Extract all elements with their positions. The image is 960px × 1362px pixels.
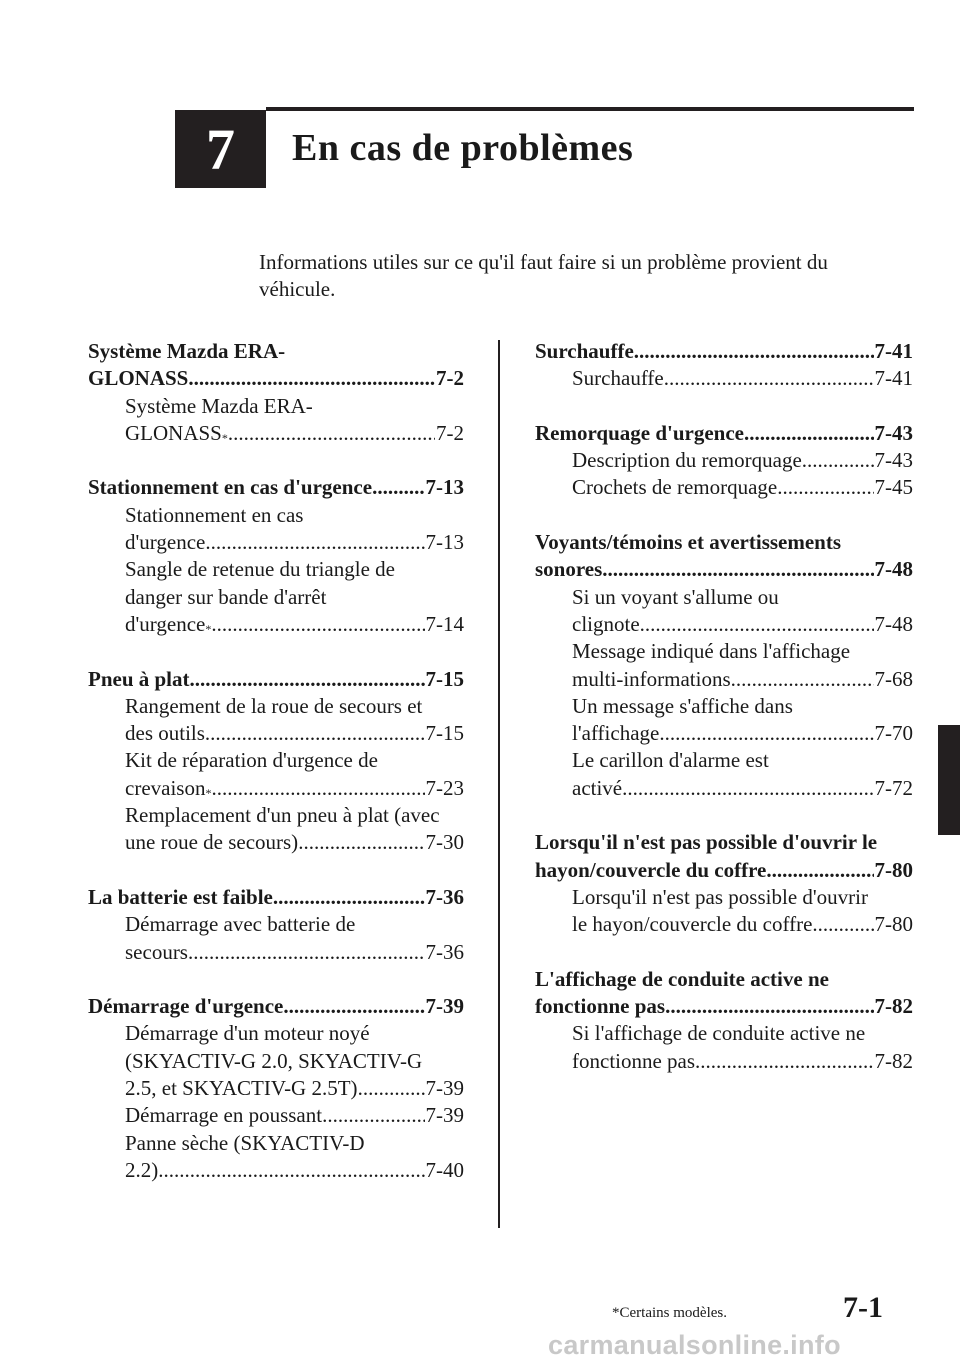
toc-label: activé — [572, 775, 623, 800]
toc-label: Crochets de remorquage — [572, 475, 778, 500]
toc-page-ref: 7-72 — [874, 775, 913, 800]
toc-entry-last-line[interactable]: GLONASS * ..... 7-2 — [88, 420, 464, 447]
watermark: carmanualsonline.info — [548, 1330, 841, 1360]
toc-page-ref: 7-39 — [425, 1103, 464, 1128]
toc-label: sonores — [535, 557, 603, 582]
toc-page-ref: 7-70 — [874, 721, 913, 746]
toc-entry-line[interactable]: Si un voyant s'allume ou — [572, 584, 779, 609]
dot-leader — [211, 775, 424, 802]
toc-entry-line[interactable]: Message indiqué dans l'affichage — [572, 639, 851, 664]
toc-section — [535, 420, 913, 502]
toc-entry-line[interactable]: Stationnement en cas — [125, 502, 304, 527]
toc-heading-last-line[interactable] — [88, 474, 464, 501]
toc-entry-last-line[interactable] — [88, 829, 464, 856]
dot-leader — [188, 365, 435, 392]
toc-label: crevaison — [125, 775, 206, 800]
toc-entry-last-line[interactable] — [535, 474, 913, 501]
toc-heading-last-line[interactable] — [535, 993, 913, 1020]
toc-section — [88, 884, 464, 966]
toc-entry-line[interactable]: danger sur bande d'arrêt — [125, 584, 327, 609]
toc-label: Description du remorquage — [572, 448, 802, 473]
dot-leader — [766, 857, 873, 884]
toc-entry-last-line[interactable] — [535, 1048, 913, 1075]
toc-page-ref: 7-13 — [425, 475, 464, 500]
toc-section — [535, 966, 913, 1075]
toc-heading-line[interactable]: Système Mazda ERA- — [88, 339, 286, 363]
toc-entry-line[interactable]: Kit de réparation d'urgence de — [125, 748, 378, 773]
toc-entry-last-line[interactable] — [535, 365, 913, 392]
toc-page-ref: 7-39 — [425, 1076, 464, 1101]
toc-page-ref: 7-15 — [425, 721, 464, 746]
toc-label: d'urgence — [125, 530, 206, 555]
page-number: 7-1 — [843, 1291, 883, 1324]
toc-label: Surchauffe — [535, 339, 634, 363]
toc-label: multi-informations — [572, 666, 731, 691]
toc-entry-last-line[interactable] — [88, 1157, 464, 1184]
toc-column-left — [88, 338, 464, 1212]
toc-label: 2.2) — [125, 1157, 159, 1182]
toc-page-ref: 7-39 — [425, 994, 464, 1019]
toc-entry-line[interactable]: Si l'affichage de conduite active ne — [572, 1021, 866, 1046]
toc-heading-last-line[interactable] — [535, 338, 913, 365]
toc-page-ref: 7-48 — [874, 557, 913, 582]
toc-label: Démarrage en poussant — [125, 1103, 323, 1128]
dot-leader — [665, 993, 873, 1020]
toc-page-ref: 7-2 — [436, 420, 464, 445]
toc-page-ref: 7-30 — [425, 830, 464, 855]
dot-leader — [731, 666, 874, 693]
chapter-intro: Informations utiles sur ce qu'il faut faire si un problème provient du véhicule. — [259, 250, 828, 301]
toc-label: GLONASS — [125, 420, 222, 445]
toc-section — [535, 829, 913, 938]
toc-heading-last-line[interactable] — [88, 666, 464, 693]
toc-heading-last-line[interactable] — [88, 365, 464, 392]
dot-leader — [211, 611, 424, 638]
dot-leader — [802, 447, 874, 474]
toc-heading-line[interactable]: Voyants/témoins et avertissements — [535, 530, 842, 555]
dot-leader — [634, 338, 874, 365]
toc-entry-last-line[interactable] — [535, 720, 913, 747]
toc-entry-line[interactable]: Lorsqu'il n'est pas possible d'ouvrir — [572, 884, 868, 909]
toc-column-right — [535, 338, 913, 1102]
toc-entry-line[interactable]: Un message s'affiche dans — [572, 693, 793, 718]
dot-leader — [188, 939, 425, 966]
toc-heading-last-line[interactable] — [535, 857, 913, 884]
toc-entry-line[interactable]: Rangement de la roue de secours et — [125, 693, 423, 718]
toc-page-ref: 7-80 — [874, 857, 913, 882]
dot-leader — [273, 884, 425, 911]
toc-label: fonctionne pas — [572, 1048, 696, 1073]
dot-leader — [744, 420, 873, 447]
toc-entry-line[interactable]: Système Mazda ERA- — [125, 393, 313, 418]
toc-label: d'urgence — [125, 611, 206, 636]
toc-label: l'affichage — [572, 721, 660, 746]
toc-page-ref: 7-2 — [436, 366, 464, 391]
dot-leader — [205, 529, 424, 556]
toc-label: le hayon/couvercle du coffre — [572, 912, 813, 937]
toc-page-ref: 7-40 — [425, 1157, 464, 1182]
toc-label: 2.5, et SKYACTIV-G 2.5T) — [125, 1076, 358, 1101]
toc-entry-last-line[interactable] — [535, 666, 913, 693]
toc-entry-line[interactable]: Le carillon d'alarme est — [572, 748, 769, 773]
toc-entry-last-line[interactable] — [535, 447, 913, 474]
dot-leader — [372, 474, 424, 501]
toc-entry-last-line[interactable]: crevaison * ..... 7-23 — [88, 775, 464, 802]
toc-page-ref: 7-36 — [425, 884, 464, 909]
toc-page-ref: 7-45 — [874, 475, 913, 500]
dot-leader — [205, 720, 425, 747]
toc-label: une roue de secours) — [125, 830, 299, 855]
toc-page-ref: 7-43 — [874, 420, 913, 445]
toc-section — [88, 993, 464, 1184]
toc-label: La batterie est faible — [88, 884, 273, 909]
toc-entry-line[interactable]: Sangle de retenue du triangle de — [125, 557, 395, 582]
toc-entry-last-line[interactable] — [535, 911, 913, 938]
toc-label: fonctionne pas — [535, 994, 666, 1019]
dot-leader — [777, 474, 873, 501]
toc-page-ref: 7-82 — [874, 994, 913, 1019]
toc-page-ref: 7-15 — [425, 666, 464, 691]
toc-section — [88, 666, 464, 857]
dot-leader — [190, 666, 425, 693]
toc-label: secours — [125, 939, 188, 964]
dot-leader — [664, 365, 874, 392]
toc-heading-last-line[interactable] — [88, 884, 464, 911]
toc-label: Surchauffe — [572, 366, 664, 391]
toc-entry-line[interactable]: Démarrage avec batterie de — [125, 912, 356, 937]
footnote: *Certains modèles. — [612, 1305, 727, 1321]
dot-leader — [358, 1075, 425, 1102]
toc-label: des outils — [125, 721, 205, 746]
toc-page-ref: 7-13 — [425, 530, 464, 555]
dot-leader — [298, 829, 424, 856]
toc-label: Pneu à plat — [88, 666, 190, 691]
dot-leader — [659, 720, 873, 747]
toc-section — [88, 474, 464, 638]
toc-entry-last-line[interactable]: d'urgence * ..... 7-14 — [88, 611, 464, 638]
toc-label: GLONASS — [88, 366, 189, 391]
chapter-number: 7 — [206, 116, 235, 182]
toc-heading-last-line[interactable] — [535, 556, 913, 583]
toc-section — [535, 529, 913, 802]
toc-entry-last-line[interactable] — [535, 775, 913, 802]
dot-leader — [283, 993, 424, 1020]
dot-leader — [622, 775, 873, 802]
header-rule — [266, 107, 914, 111]
chapter-number-box — [175, 110, 266, 188]
toc-page-ref: 7-68 — [874, 666, 913, 691]
dot-leader — [158, 1157, 424, 1184]
dot-leader — [695, 1048, 873, 1075]
dot-leader — [640, 611, 874, 638]
dot-leader — [228, 420, 435, 447]
toc-label: Stationnement en cas d'urgence — [88, 475, 373, 500]
toc-label: Remorquage d'urgence — [535, 420, 745, 445]
chapter-side-tab — [938, 725, 960, 835]
toc-entry-last-line[interactable] — [88, 1102, 464, 1129]
toc-entry-line[interactable]: Panne sèche (SKYACTIV-D — [125, 1130, 365, 1155]
toc-entry-line[interactable]: Démarrage d'un moteur noyé — [125, 1021, 370, 1046]
toc-page-ref: 7-82 — [874, 1048, 913, 1073]
toc-section — [535, 338, 913, 393]
dot-leader — [602, 556, 873, 583]
toc-section — [88, 338, 464, 447]
column-divider — [498, 340, 500, 1228]
toc-page-ref: 7-41 — [874, 366, 913, 391]
toc-entry-line[interactable]: Remplacement d'un pneu à plat (avec — [125, 803, 440, 828]
toc-label: Démarrage d'urgence — [88, 994, 284, 1019]
toc-page-ref: 7-23 — [425, 775, 464, 800]
toc-entry-last-line[interactable] — [535, 611, 913, 638]
toc-label: clignote — [572, 611, 640, 636]
toc-entry-last-line[interactable] — [88, 529, 464, 556]
chapter-title: En cas de problèmes — [292, 127, 634, 169]
toc-page-ref: 7-41 — [874, 339, 913, 363]
toc-entry-last-line[interactable] — [88, 720, 464, 747]
toc-page-ref: 7-14 — [425, 611, 464, 636]
toc-heading-last-line[interactable] — [88, 993, 464, 1020]
toc-page-ref: 7-43 — [874, 448, 913, 473]
toc-label: hayon/couvercle du coffre — [535, 857, 767, 882]
toc-page-ref: 7-36 — [425, 939, 464, 964]
toc-entry-line[interactable]: (SKYACTIV-G 2.0, SKYACTIV-G — [125, 1048, 423, 1073]
toc-heading-line[interactable]: Lorsqu'il n'est pas possible d'ouvrir le — [535, 830, 878, 855]
dot-leader — [812, 911, 873, 938]
toc-entry-last-line[interactable] — [88, 939, 464, 966]
toc-entry-last-line[interactable] — [88, 1075, 464, 1102]
toc-page-ref: 7-80 — [874, 912, 913, 937]
dot-leader — [322, 1102, 424, 1129]
toc-heading-last-line[interactable] — [535, 420, 913, 447]
toc-heading-line[interactable]: L'affichage de conduite active ne — [535, 966, 829, 991]
toc-page-ref: 7-48 — [874, 611, 913, 636]
